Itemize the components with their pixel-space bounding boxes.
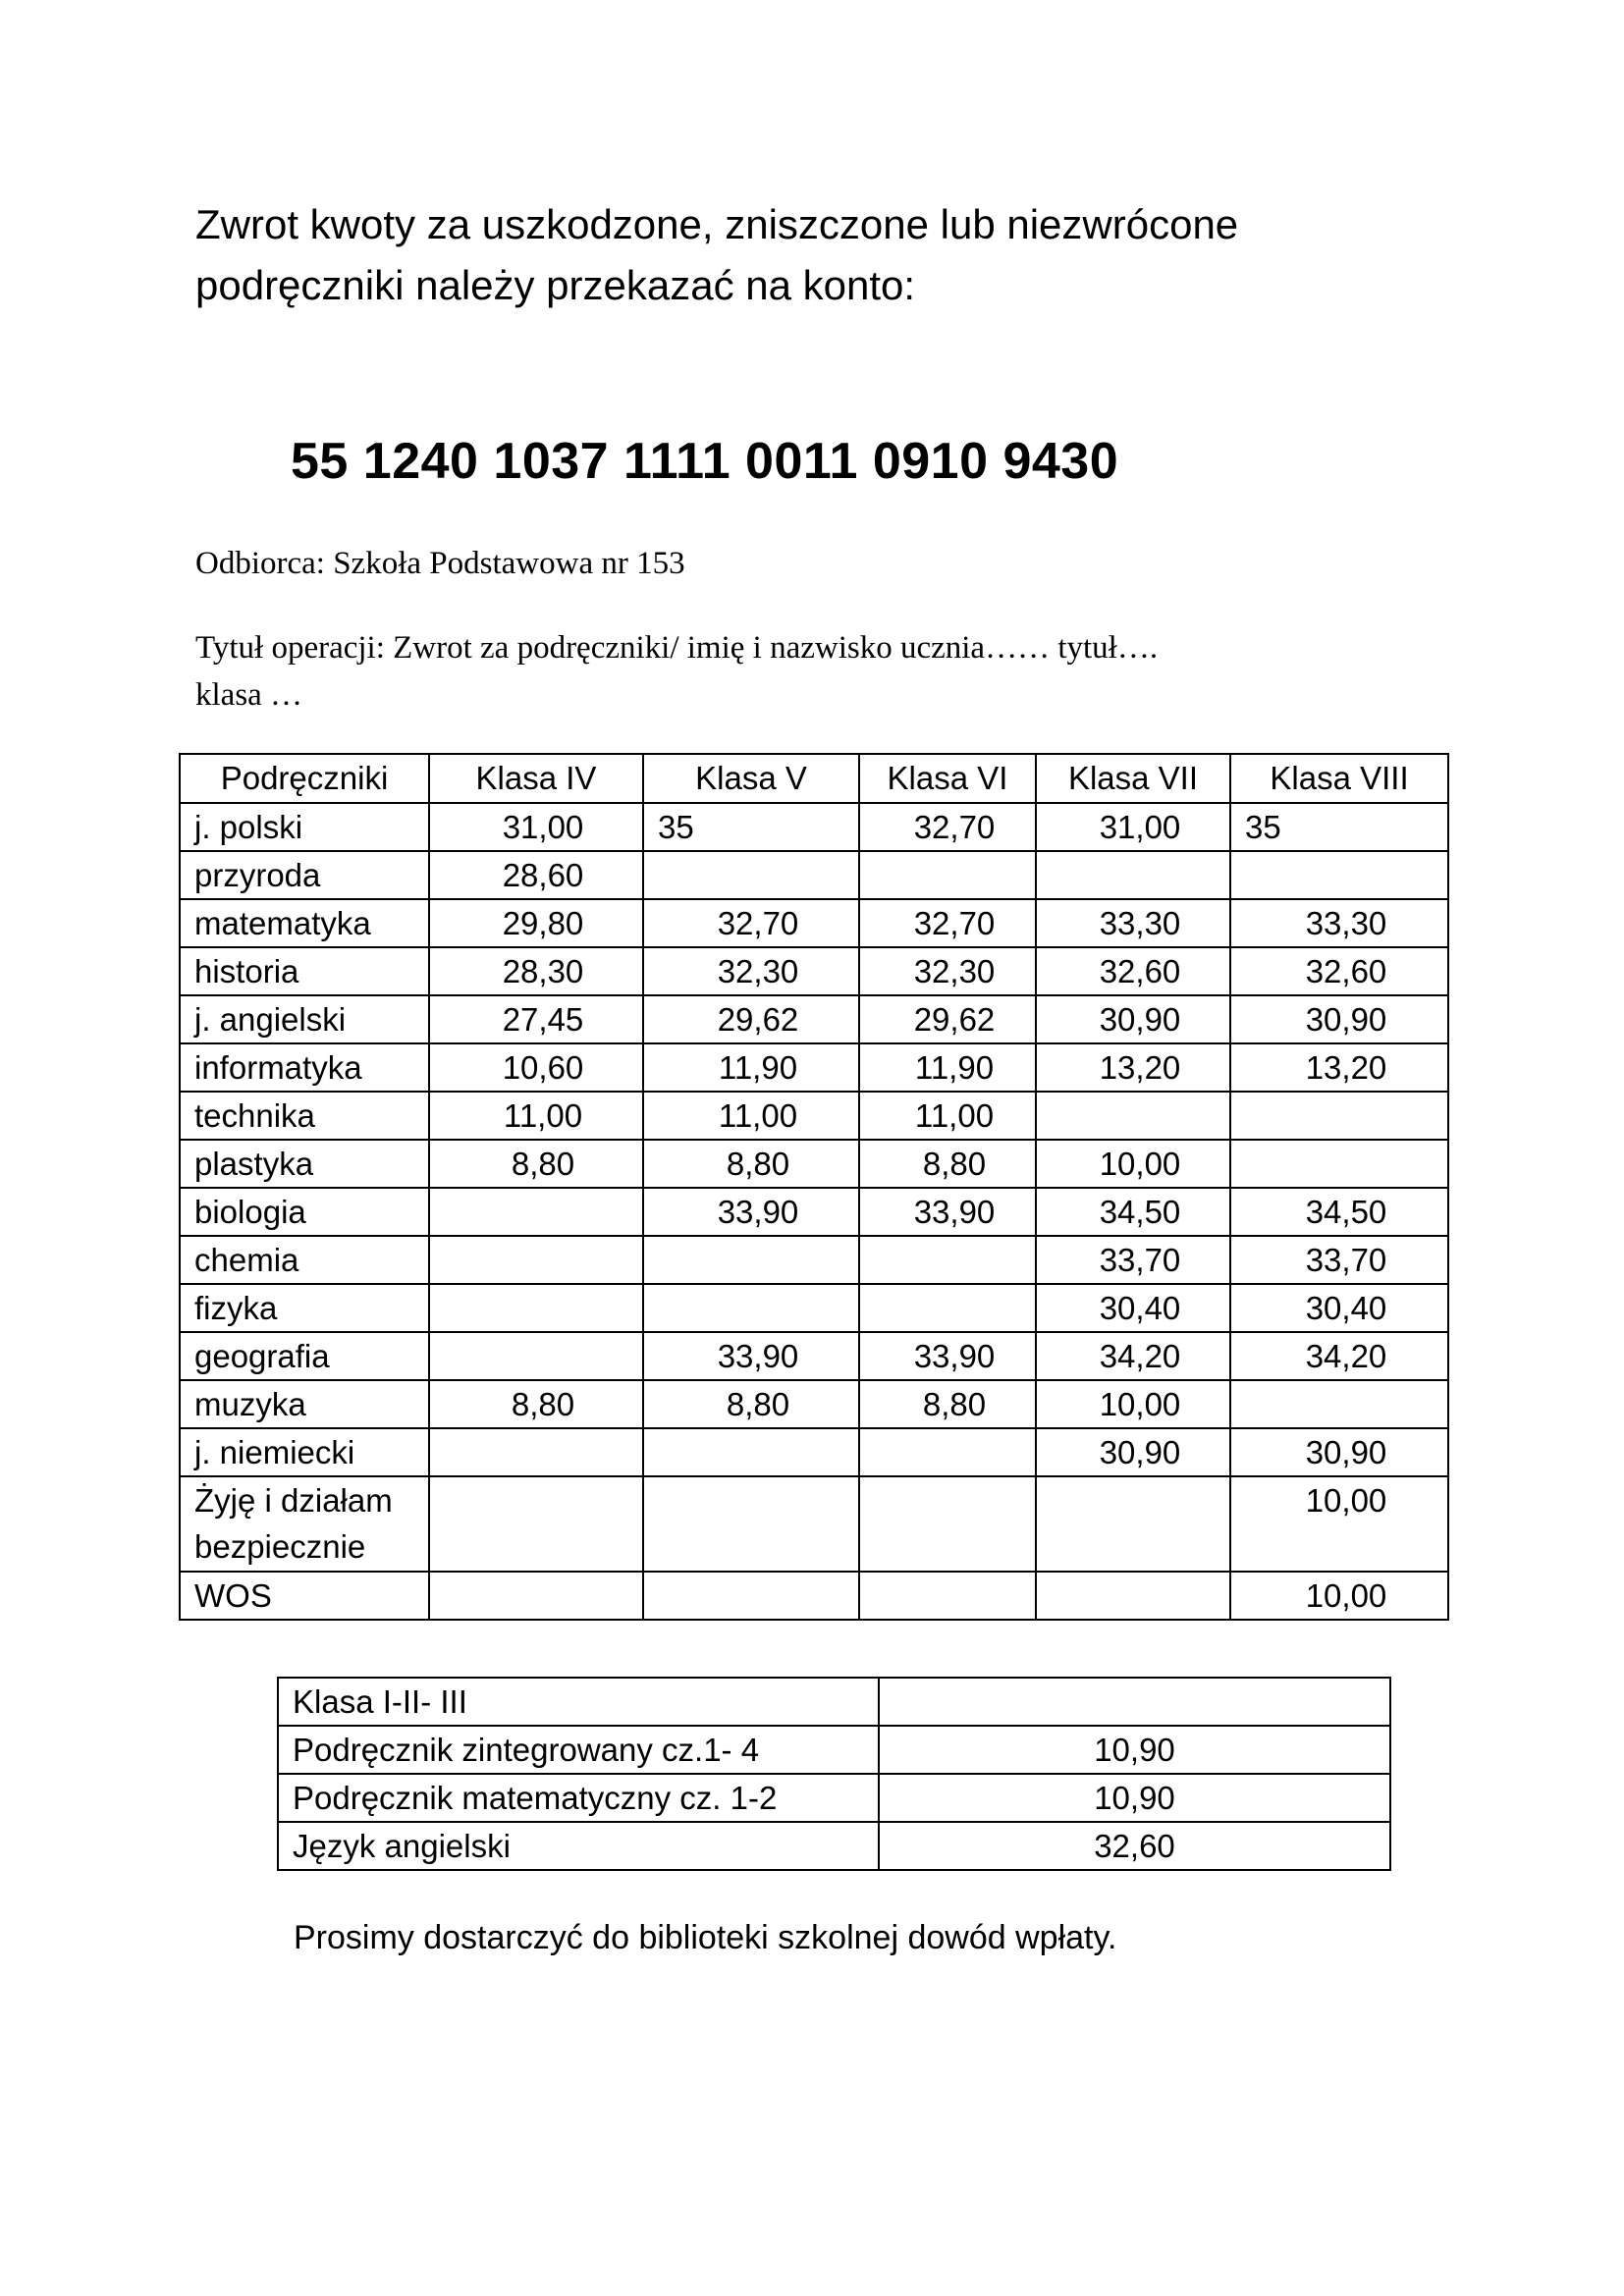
table-row xyxy=(278,1774,1390,1822)
price-cell: 32,70 xyxy=(643,899,859,947)
price-cell: 10,90 xyxy=(879,1726,1390,1774)
footer-note: Prosimy dostarczyć do biblioteki szkolnej dowód wpłaty. xyxy=(294,1919,1117,1956)
price-cell xyxy=(643,851,859,899)
operation-title-line-1: Tytuł operacji: Zwrot za podręczniki/ imię i nazwisko ucznia…… tytuł…. xyxy=(195,630,1159,666)
price-cell: 13,20 xyxy=(1036,1043,1230,1092)
price-cell: 10,90 xyxy=(879,1774,1390,1822)
operation-title xyxy=(195,624,1433,719)
price-cell: 30,90 xyxy=(1230,995,1448,1043)
price-cell: 13,20 xyxy=(1230,1043,1448,1092)
price-cell: 27,45 xyxy=(429,995,643,1043)
price-cell: 33,70 xyxy=(1230,1236,1448,1284)
price-cell: 10,00 xyxy=(1036,1140,1230,1188)
subject-cell: biologia xyxy=(180,1188,429,1236)
subject-cell: matematyka xyxy=(180,899,429,947)
price-cell: 30,90 xyxy=(1230,1428,1448,1476)
price-cell xyxy=(429,1236,643,1284)
price-cell xyxy=(429,1572,643,1620)
subject-cell: przyroda xyxy=(180,851,429,899)
price-cell: 30,90 xyxy=(1036,1428,1230,1476)
price-cell: 8,80 xyxy=(859,1380,1036,1428)
subject-cell: technika xyxy=(180,1092,429,1140)
table-row xyxy=(180,1188,1448,1236)
table-row xyxy=(180,1476,1448,1572)
price-cell xyxy=(1036,851,1230,899)
table-header-row xyxy=(180,754,1448,803)
price-cell: 33,30 xyxy=(1230,899,1448,947)
item-name-cell: Podręcznik zintegrowany cz.1- 4 xyxy=(278,1726,879,1774)
price-cell xyxy=(1230,851,1448,899)
price-cell: 35 xyxy=(1230,803,1448,851)
item-name-cell: Język angielski xyxy=(278,1822,879,1870)
price-cell: 10,00 xyxy=(1036,1380,1230,1428)
subject-cell: muzyka xyxy=(180,1380,429,1428)
price-cell xyxy=(859,1284,1036,1332)
table-row xyxy=(180,1380,1448,1428)
price-cell xyxy=(429,1428,643,1476)
price-cell: 32,30 xyxy=(859,947,1036,995)
table-row xyxy=(180,995,1448,1043)
price-cell: 11,90 xyxy=(643,1043,859,1092)
price-cell xyxy=(859,1476,1036,1572)
price-cell xyxy=(429,1188,643,1236)
price-cell xyxy=(643,1284,859,1332)
price-cell: 32,60 xyxy=(1036,947,1230,995)
table-row xyxy=(180,1043,1448,1092)
table-row xyxy=(180,851,1448,899)
price-cell: 32,60 xyxy=(1230,947,1448,995)
table-row xyxy=(278,1678,1390,1726)
table-row xyxy=(180,1332,1448,1380)
subject-cell: geografia xyxy=(180,1332,429,1380)
price-cell: 8,80 xyxy=(429,1140,643,1188)
price-cell xyxy=(859,1236,1036,1284)
operation-title-line-2: klasa … xyxy=(195,677,303,713)
price-cell: 34,20 xyxy=(1230,1332,1448,1380)
page-heading xyxy=(195,194,1433,316)
price-cell xyxy=(1230,1092,1448,1140)
table-row xyxy=(180,1092,1448,1140)
price-cell: 8,80 xyxy=(643,1380,859,1428)
table-row xyxy=(180,1284,1448,1332)
header-cell: Klasa VI xyxy=(859,754,1036,803)
price-cell: 34,50 xyxy=(1036,1188,1230,1236)
subject-cell: plastyka xyxy=(180,1140,429,1188)
price-cell: 35 xyxy=(643,803,859,851)
price-cell: 30,40 xyxy=(1036,1284,1230,1332)
subject-cell: chemia xyxy=(180,1236,429,1284)
price-cell: 11,00 xyxy=(429,1092,643,1140)
heading-line-2: podręczniki należy przekazać na konto: xyxy=(195,262,916,308)
price-cell xyxy=(859,851,1036,899)
price-cell: 10,00 xyxy=(1230,1476,1448,1572)
price-cell: 32,70 xyxy=(859,803,1036,851)
price-cell xyxy=(643,1236,859,1284)
header-cell: Klasa VII xyxy=(1036,754,1230,803)
price-cell: 33,70 xyxy=(1036,1236,1230,1284)
table-row xyxy=(180,1140,1448,1188)
recipient-line: Odbiorca: Szkoła Podstawowa nr 153 xyxy=(195,546,685,581)
price-cell: 34,20 xyxy=(1036,1332,1230,1380)
header-cell: Klasa IV xyxy=(429,754,643,803)
price-cell: 33,30 xyxy=(1036,899,1230,947)
price-cell: 11,00 xyxy=(859,1092,1036,1140)
table-row xyxy=(180,1572,1448,1620)
header-cell: Klasa VIII xyxy=(1230,754,1448,803)
table-row xyxy=(180,1236,1448,1284)
price-cell xyxy=(429,1284,643,1332)
price-cell xyxy=(643,1572,859,1620)
subject-cell: j. niemiecki xyxy=(180,1428,429,1476)
account-number: 55 1240 1037 1111 0011 0910 9430 xyxy=(291,433,1119,490)
subject-cell: Żyję i działam bezpiecznie xyxy=(180,1476,429,1572)
item-name-cell: Klasa I-II- III xyxy=(278,1678,879,1726)
price-cell: 32,30 xyxy=(643,947,859,995)
price-cell: 10,00 xyxy=(1230,1572,1448,1620)
table-row xyxy=(278,1822,1390,1870)
table-row xyxy=(180,803,1448,851)
header-cell: Podręczniki xyxy=(180,754,429,803)
item-name-cell: Podręcznik matematyczny cz. 1-2 xyxy=(278,1774,879,1822)
price-cell xyxy=(429,1332,643,1380)
header-cell: Klasa V xyxy=(643,754,859,803)
price-cell: 33,90 xyxy=(859,1332,1036,1380)
price-cell: 8,80 xyxy=(859,1140,1036,1188)
price-cell: 8,80 xyxy=(429,1380,643,1428)
price-cell: 28,30 xyxy=(429,947,643,995)
subject-cell: j. polski xyxy=(180,803,429,851)
price-cell: 11,00 xyxy=(643,1092,859,1140)
price-cell: 28,60 xyxy=(429,851,643,899)
price-cell xyxy=(643,1428,859,1476)
price-cell xyxy=(1036,1092,1230,1140)
price-cell xyxy=(879,1678,1390,1726)
price-cell: 31,00 xyxy=(429,803,643,851)
price-cell xyxy=(1230,1380,1448,1428)
textbook-price-table xyxy=(179,753,1449,1621)
price-cell: 34,50 xyxy=(1230,1188,1448,1236)
table-row xyxy=(180,1428,1448,1476)
price-cell xyxy=(1036,1572,1230,1620)
subject-cell: informatyka xyxy=(180,1043,429,1092)
price-cell: 32,70 xyxy=(859,899,1036,947)
price-cell: 33,90 xyxy=(643,1332,859,1380)
price-cell xyxy=(1036,1476,1230,1572)
price-cell xyxy=(1230,1140,1448,1188)
price-cell xyxy=(859,1572,1036,1620)
price-cell xyxy=(429,1476,643,1572)
price-cell: 29,80 xyxy=(429,899,643,947)
price-cell xyxy=(859,1428,1036,1476)
early-grades-price-table xyxy=(277,1677,1391,1871)
subject-cell: historia xyxy=(180,947,429,995)
price-cell: 29,62 xyxy=(643,995,859,1043)
price-cell: 29,62 xyxy=(859,995,1036,1043)
subject-cell: j. angielski xyxy=(180,995,429,1043)
price-cell: 33,90 xyxy=(859,1188,1036,1236)
table-row xyxy=(180,947,1448,995)
price-cell: 32,60 xyxy=(879,1822,1390,1870)
price-cell xyxy=(643,1476,859,1572)
price-cell: 10,60 xyxy=(429,1043,643,1092)
price-cell: 8,80 xyxy=(643,1140,859,1188)
table-row xyxy=(278,1726,1390,1774)
subject-cell: fizyka xyxy=(180,1284,429,1332)
price-cell: 30,40 xyxy=(1230,1284,1448,1332)
heading-line-1: Zwrot kwoty za uszkodzone, zniszczone lub niezwrócone xyxy=(195,201,1239,247)
price-cell: 11,90 xyxy=(859,1043,1036,1092)
price-cell: 30,90 xyxy=(1036,995,1230,1043)
price-cell: 31,00 xyxy=(1036,803,1230,851)
price-cell: 33,90 xyxy=(643,1188,859,1236)
subject-cell: WOS xyxy=(180,1572,429,1620)
table-row xyxy=(180,899,1448,947)
